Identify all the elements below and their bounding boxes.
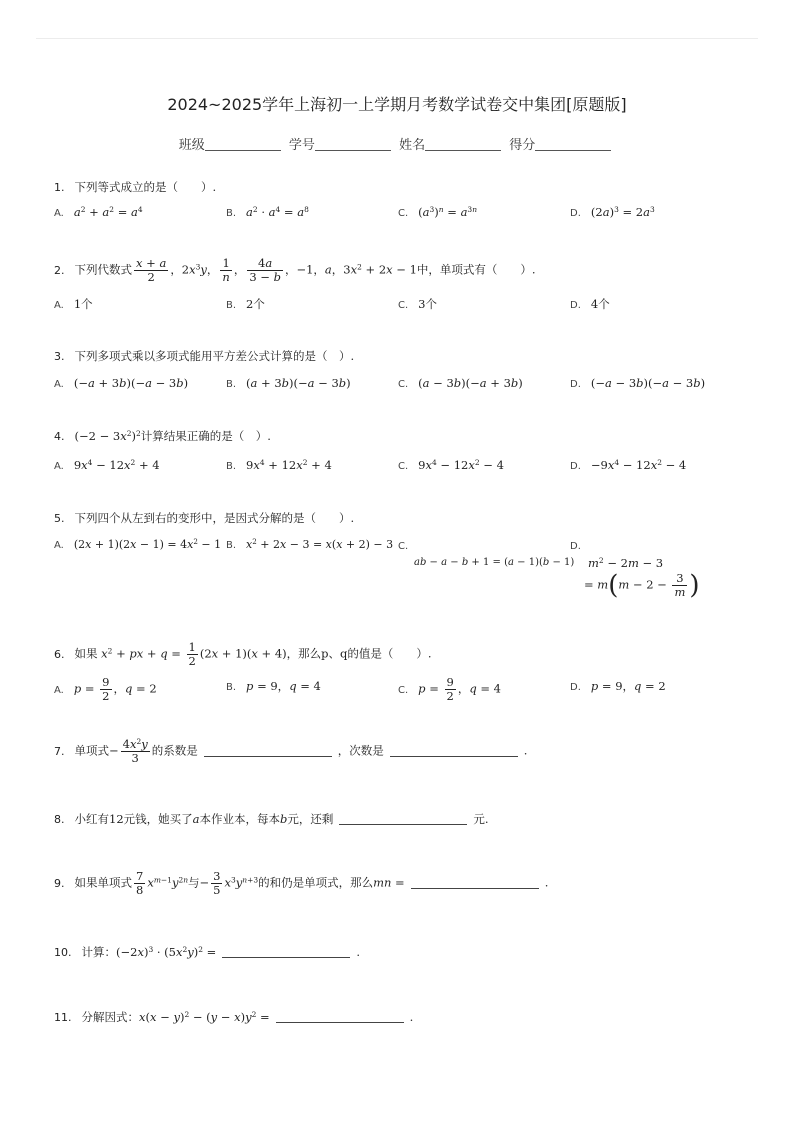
id-label: 学号 [288, 138, 315, 153]
answer-blank[interactable] [411, 876, 539, 889]
q4-option-c[interactable]: C. $9x^4 - 12x^2 - 4$ [398, 457, 504, 472]
question-6: 6. 如果 $x^2$ + px + q = $\frac{1}{2}$ (2x + 1)(x + 4)，那么p、q的值是（ ）. [54, 640, 432, 669]
question-3 [54, 350, 754, 364]
q5-option-c[interactable]: C. [398, 541, 409, 552]
question-9: 9. 如果单项式 $\frac{7}{8}$ $x^{m-1}y^{2n}$与− $\frac{3}{5}$ $x^3y^{n+3}$的和仍是单项式，那么mn = . [54, 869, 549, 898]
class-blank[interactable] [205, 138, 281, 151]
q5-option-d[interactable]: D. [570, 541, 581, 552]
question-number: 8. [54, 813, 65, 826]
question-number: 11. [54, 1011, 72, 1024]
question-4: 4. $(-2 - 3x^2)^2$计算结果正确的是（ ）. [54, 428, 271, 443]
q2-option-d[interactable]: D. 4个 [570, 297, 610, 311]
question-number: 9. [54, 876, 65, 890]
q5-option-d-line1: $m^2 - 2m - 3$ [588, 555, 664, 570]
question-1 [54, 181, 754, 195]
q3-option-b[interactable]: B. (a + 3b)(−a − 3b) [226, 376, 351, 390]
q6-option-a[interactable]: A. p = $\frac{9}{2}$ ，q = 2 [54, 675, 157, 704]
name-blank[interactable] [425, 138, 501, 151]
question-number: 6. [54, 647, 65, 661]
fraction: $\frac{1}{n}$ [222, 256, 230, 285]
question-10: 10. 计算：$(-2x)^3 \cdot (5x^2y)^2$ = . [54, 944, 360, 959]
question-number: 3. [54, 350, 65, 363]
answer-blank[interactable] [276, 1010, 404, 1023]
id-blank[interactable] [315, 138, 391, 151]
question-7: 7. 单项式− $\frac{4x^2y}{3}$ 的系数是 ，次数是 . [54, 736, 528, 766]
class-label: 班级 [178, 138, 205, 153]
q5-option-c-expression: ab − a − b + 1 = (a − 1)(b − 1) [414, 557, 575, 568]
q4-option-b[interactable]: B. $9x^4 + 12x^2 + 4$ [226, 457, 332, 472]
question-number: 5. [54, 512, 65, 525]
q3-option-a[interactable]: A. (−a + 3b)(−a − 3b) [54, 376, 189, 390]
q2-option-b[interactable]: B. 2个 [226, 297, 265, 311]
question-number: 4. [54, 430, 65, 443]
question-stem: 下列多项式乘以多项式能用平方差公式计算的是（ ）. [74, 349, 355, 363]
question-stem: 下列等式成立的是（ ）. [74, 180, 217, 194]
answer-blank[interactable] [222, 945, 350, 958]
q4-option-d[interactable]: D. $-9x^4 - 12x^2 - 4$ [570, 457, 687, 472]
q3-option-c[interactable]: C. (a − 3b)(−a + 3b) [398, 376, 523, 390]
q1-option-b[interactable]: B. $a^2 \cdot a^4 = a^8$ [226, 204, 309, 219]
question-number: 1. [54, 181, 65, 194]
answer-blank[interactable] [390, 744, 518, 757]
q4-option-a[interactable]: A. $9x^4 - 12x^2 + 4$ [54, 457, 160, 472]
q5-option-d-line2: = m(m − 2 − $\frac{3}{m}$ ) [584, 570, 700, 601]
header-divider [36, 38, 758, 39]
q5-option-a[interactable]: A. $(2x + 1)(2x - 1) = 4x^2 - 1$ [54, 537, 222, 551]
score-label: 得分 [509, 138, 536, 153]
name-label: 姓名 [399, 138, 426, 153]
question-11: 11. 分解因式：$x(x - y)^2 - (y - x)y^2$ = . [54, 1009, 414, 1024]
q1-option-d[interactable]: D. $(2a)^3 = 2a^3$ [570, 204, 655, 219]
answer-blank[interactable] [339, 812, 467, 825]
q6-option-d[interactable]: D. p = 9，q = 2 [570, 679, 666, 693]
question-number: 7. [54, 744, 65, 758]
answer-blank[interactable] [204, 744, 332, 757]
q2-option-c[interactable]: C. 3个 [398, 297, 437, 311]
question-stem: 下列四个从左到右的变形中，是因式分解的是（ ）. [74, 511, 355, 525]
fraction: $\frac{x + a}{2}$ [136, 256, 167, 285]
q5-option-b[interactable]: B. $x^2 + 2x - 3 = x(x + 2) - 3$ [226, 537, 394, 551]
question-8: 8. 小红有12元钱，她买了a本作业本，每本b元，还剩 元. [54, 812, 489, 826]
q1-option-c[interactable]: C. $(a^3)^n = a^{3n}$ [398, 204, 477, 219]
page-title: 2024~2025学年上海初一上学期月考数学试卷交中集团[原题版] [167, 95, 627, 114]
student-info-line [0, 134, 794, 153]
q1-option-a[interactable]: A. $a^2 + a^2 = a^4$ [54, 204, 143, 219]
question-2: 2. 下列代数式 $\frac{x + a}{2}$ ，$2x^3y$， $\frac{1}{n}$ ， $\frac{4a}{3 - b}$ ，−1，a，$3x^2 + 2x - 1$中，单项式有（ ）. [54, 256, 536, 285]
q6-option-b[interactable]: B. p = 9，q = 4 [226, 679, 321, 693]
q2-option-a[interactable]: A. 1个 [54, 297, 93, 311]
question-5 [54, 512, 754, 526]
fraction: $\frac{4a}{3 - b}$ [249, 256, 281, 285]
question-number: 2. [54, 263, 65, 277]
q3-option-d[interactable]: D. (−a − 3b)(−a − 3b) [570, 376, 706, 390]
q6-option-c[interactable]: C. p = $\frac{9}{2}$ ，q = 4 [398, 675, 501, 704]
question-number: 10. [54, 946, 72, 959]
score-blank[interactable] [535, 138, 611, 151]
